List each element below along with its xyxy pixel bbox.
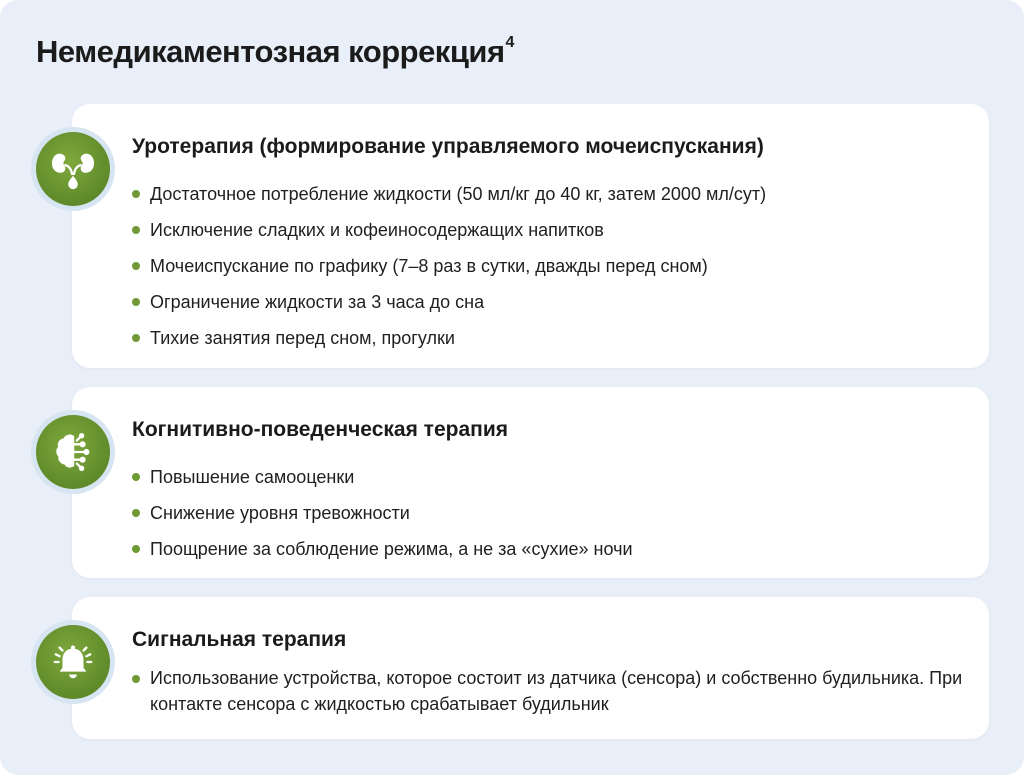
icon-badge [31, 410, 115, 494]
card-title: Уротерапия (формирование управляемого мочеиспускания) [132, 135, 764, 158]
list-item: Использование устройства, которое состоит из датчика (сенсора) и собственно будильника. При контакте сенсора с жидкостью срабатывает будильник [132, 665, 972, 717]
card-urotherapy [72, 104, 989, 368]
card-cbt [72, 387, 989, 578]
list-item: Исключение сладких и кофеиносодержащих напитков [132, 212, 972, 248]
bullet-list [132, 176, 972, 356]
kidneys-icon [36, 132, 110, 206]
list-item: Поощрение за соблюдение режима, а не за «сухие» ночи [132, 531, 972, 567]
card-title: Сигнальная терапия [132, 628, 347, 651]
bullet-list [132, 459, 972, 567]
bullet-list [132, 665, 972, 717]
list-item: Ограничение жидкости за 3 часа до сна [132, 284, 972, 320]
list-item: Повышение самооценки [132, 459, 972, 495]
card-signal-therapy [72, 597, 989, 739]
bell-alarm-icon [36, 625, 110, 699]
footnote-ref: 4 [505, 33, 514, 51]
list-item: Достаточное потребление жидкости (50 мл/кг до 40 кг, затем 2000 мл/сут) [132, 176, 972, 212]
brain-circuit-icon [36, 415, 110, 489]
card-title: Когнитивно-поведенческая терапия [132, 418, 508, 441]
icon-badge [31, 620, 115, 704]
list-item: Снижение уровня тревожности [132, 495, 972, 531]
page-title: Немедикаментозная коррекция$^4$ [36, 33, 514, 69]
icon-badge [31, 127, 115, 211]
list-item: Тихие занятия перед сном, прогулки [132, 320, 972, 356]
list-item: Мочеиспускание по графику (7–8 раз в сутки, дважды перед сном) [132, 248, 972, 284]
